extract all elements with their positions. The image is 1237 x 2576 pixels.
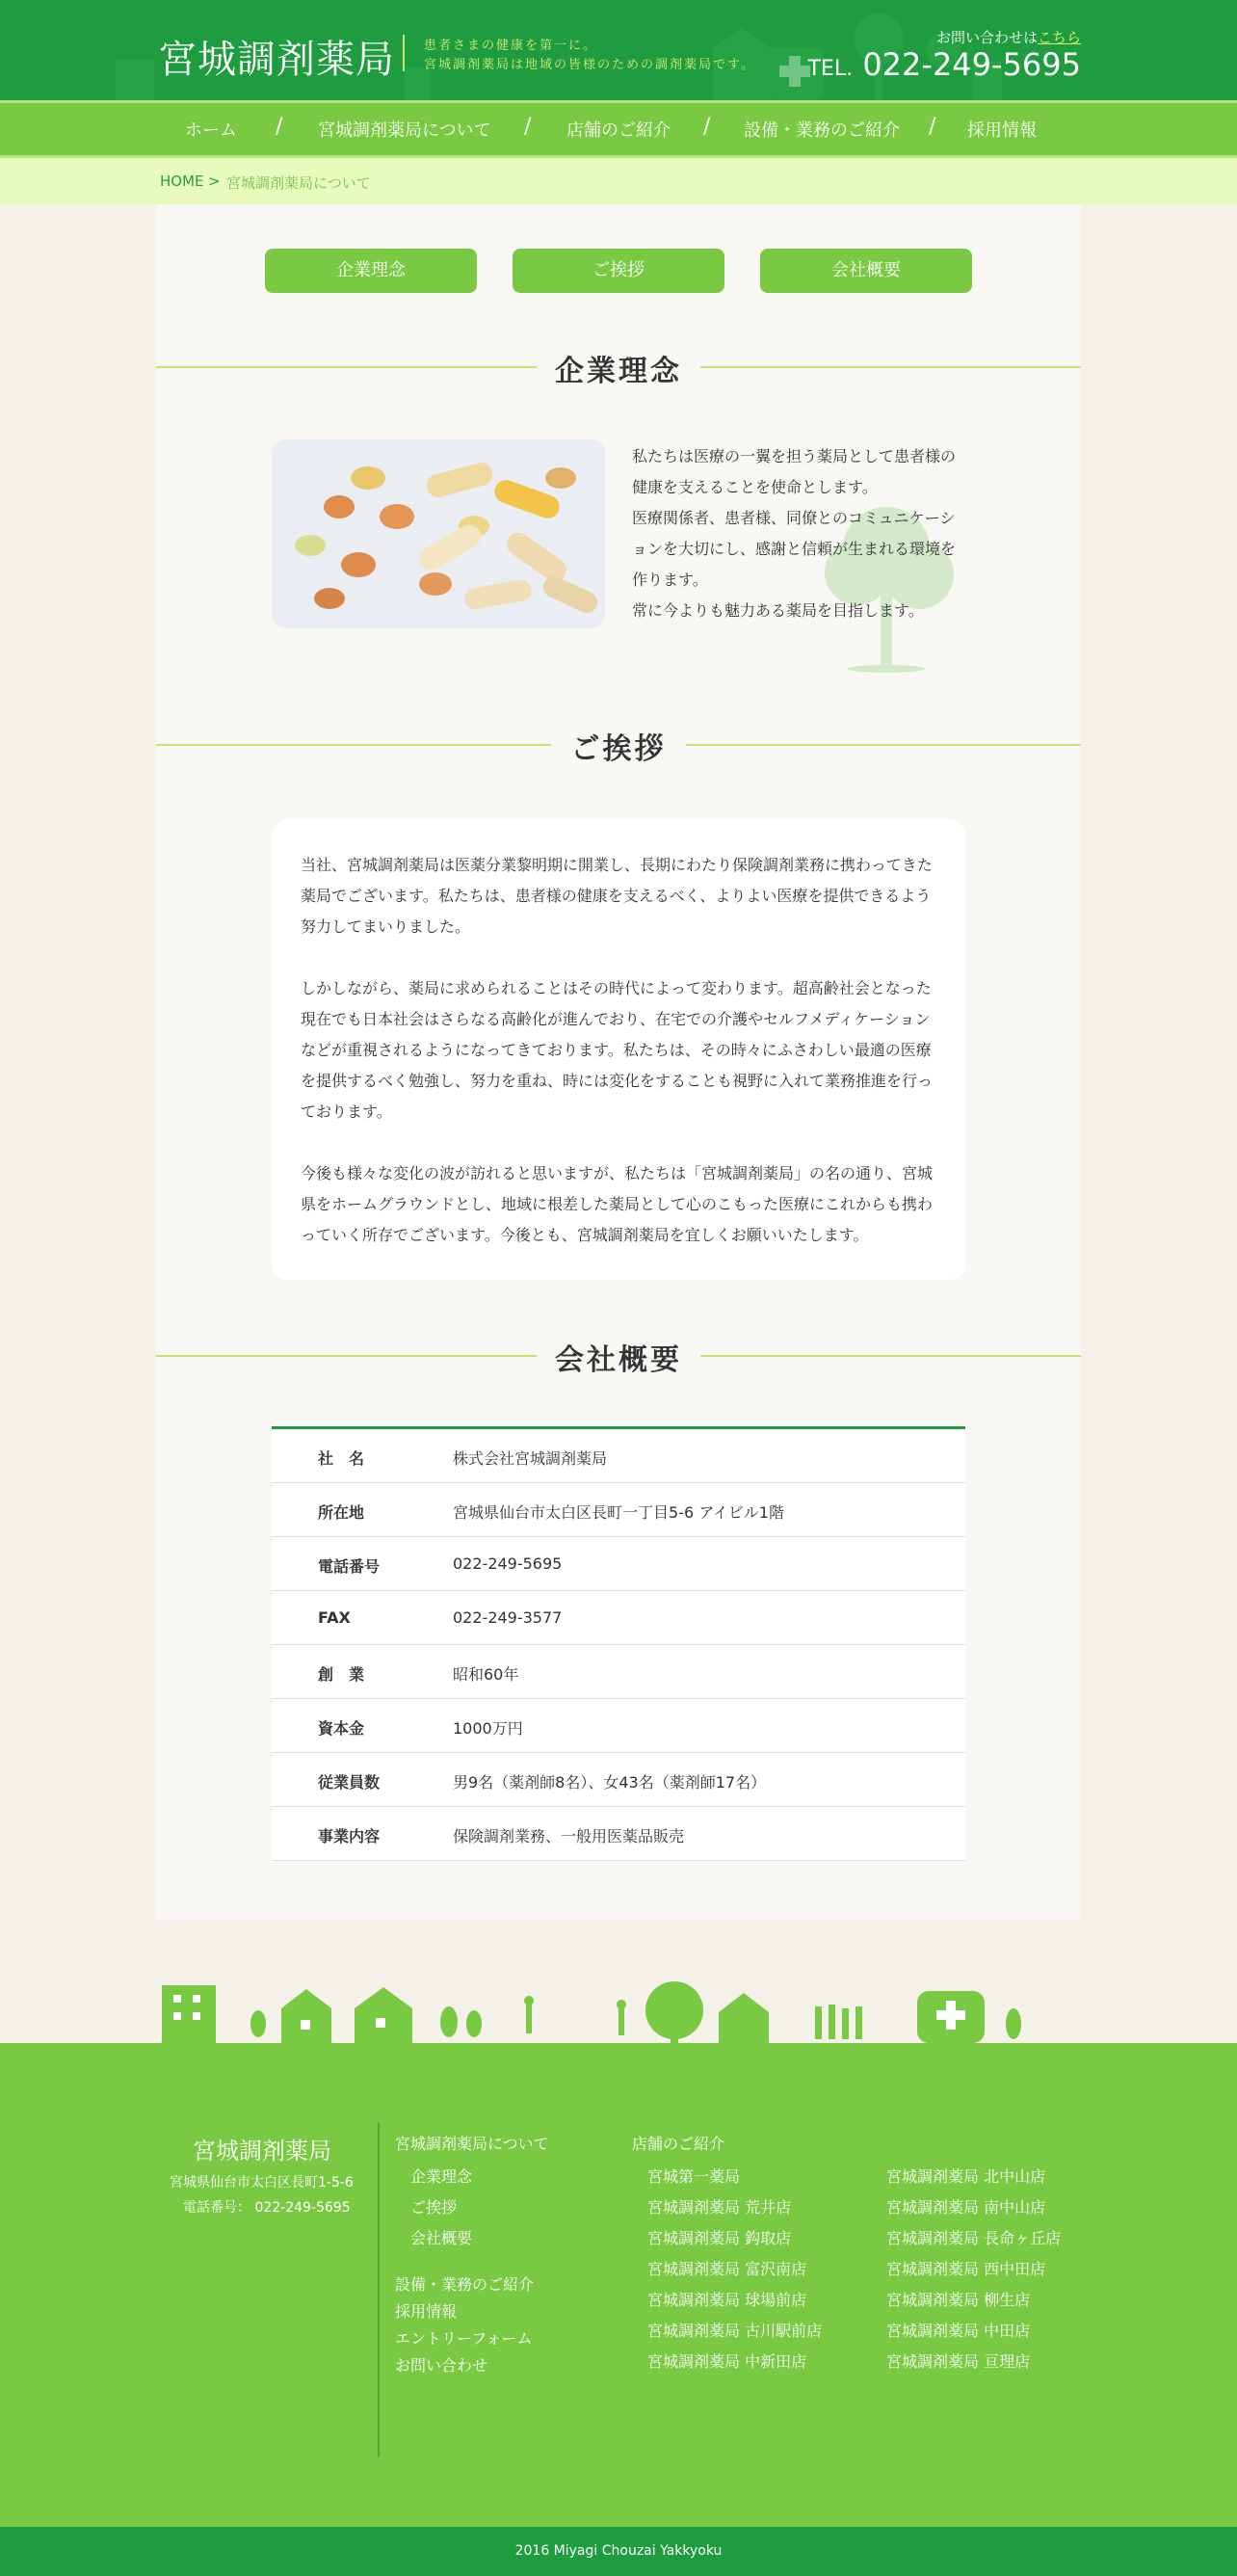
greeting-line: 当社、宮城調剤薬局は医薬分業黎明期に開業し、長期にわたり保険調剤業務に携わってきた [301, 856, 933, 874]
table-row [272, 1807, 965, 1861]
row-key: 従業員数 [318, 1773, 381, 1792]
medicine-pills-image [272, 439, 605, 628]
footer-link-facilities[interactable]: 設備・業務のご紹介 [395, 2275, 535, 2294]
greeting-paragraph [301, 1158, 936, 1251]
row-value: 保険調剤業務、一般用医薬品販売 [453, 1827, 685, 1846]
pills-illustration [272, 439, 605, 628]
row-key: 所在地 [318, 1503, 365, 1522]
row-key: 資本金 [318, 1719, 365, 1738]
contact-label-text: お問い合わせは [935, 29, 1038, 46]
footer-address: 宮城県仙台市太白区長町1-5-6 [170, 2175, 354, 2191]
philosophy-line: 健康を支えることを使命とします。 [632, 478, 878, 496]
section-title: ご挨拶 [570, 732, 667, 766]
footer-store-link[interactable]: 宮城調剤薬局 富沢南店 [647, 2260, 807, 2278]
nav-separator: / [703, 115, 711, 139]
row-value: 宮城県仙台市太白区長町一丁目5-6 アイビル1階 [453, 1503, 784, 1522]
site-tagline [424, 37, 755, 75]
greeting-line: 努力してまいりました。 [301, 917, 471, 936]
section-title: 企業理念 [555, 355, 682, 388]
greeting-line: 薬局でございます。私たちは、患者様の健康を支えるべく、よりよい医療を提供できるよう [301, 887, 932, 905]
footer-tel: 電話番号： 022-249-5695 [183, 2200, 351, 2216]
footer-divider [378, 2122, 380, 2457]
footer-company-name: 宮城調剤薬局 [193, 2138, 331, 2164]
row-key: 電話番号 [318, 1557, 381, 1576]
philosophy-line: ョンを大切にし、感謝と信頼が生まれる環境を [632, 540, 957, 558]
header-phone [808, 46, 1081, 83]
nav-separator: / [276, 115, 283, 139]
table-row [272, 1537, 965, 1591]
nav-item-facilities[interactable] [744, 117, 900, 142]
nav-separator: / [929, 115, 936, 139]
nav-item-stores[interactable] [566, 117, 671, 142]
breadcrumb [0, 158, 1237, 204]
greeting-line: 今後も様々な変化の波が訪れると思いますが、私たちは「宮城調剤薬局」の名の通り、宮城 [301, 1164, 934, 1182]
table-row [272, 1591, 965, 1645]
tab-label: ご挨拶 [592, 260, 645, 280]
site-footer [0, 2043, 1237, 2527]
logo-divider [403, 35, 405, 71]
footer-store-link[interactable]: 宮城第一薬局 [647, 2167, 741, 2186]
philosophy-line: 私たちは医療の一翼を担う薬局として患者様の [632, 447, 957, 465]
contact-link[interactable]: こちら [1037, 29, 1081, 46]
tab-philosophy[interactable] [265, 249, 477, 293]
footer-store-link[interactable]: 宮城調剤薬局 北中山店 [886, 2167, 1046, 2186]
row-value: 022-249-5695 [453, 1554, 563, 1573]
breadcrumb-separator: > [208, 173, 221, 190]
tel-prefix: TEL. [807, 57, 854, 81]
philosophy-line: 常に今よりも魅力ある薬局を目指します。 [632, 601, 924, 620]
footer-link-entry-form[interactable]: エントリーフォーム [395, 2329, 533, 2348]
footer-store-link[interactable]: 宮城調剤薬局 中新田店 [647, 2352, 807, 2371]
nav-item-label: ホーム [185, 120, 237, 141]
table-row [272, 1483, 965, 1537]
greeting-line: ております。 [301, 1102, 392, 1121]
copyright: 2016 Miyagi Chouzai Yakkyoku [0, 2527, 1237, 2576]
tab-greeting[interactable] [513, 249, 724, 293]
tab-company[interactable] [760, 249, 972, 293]
footer-store-link[interactable]: 宮城調剤薬局 柳生店 [886, 2291, 1031, 2309]
footer-store-link[interactable]: 宮城調剤薬局 荒井店 [647, 2198, 792, 2217]
philosophy-section-heading [0, 347, 1237, 388]
company-info-table [272, 1426, 965, 1861]
row-key: 創 業 [318, 1665, 365, 1684]
table-row [272, 1645, 965, 1699]
footer-store-link[interactable]: 宮城調剤薬局 亘理店 [886, 2352, 1031, 2371]
row-value: 1000万円 [453, 1719, 523, 1738]
footer-link-stores[interactable]: 店舗のご紹介 [632, 2135, 725, 2153]
site-header [0, 0, 1237, 100]
table-row [272, 1753, 965, 1807]
footer-link-contact[interactable]: お問い合わせ [395, 2356, 488, 2375]
row-key: 社 名 [318, 1449, 365, 1468]
footer-store-link[interactable]: 宮城調剤薬局 古川駅前店 [647, 2322, 823, 2340]
row-value: 株式会社宮城調剤薬局 [453, 1449, 608, 1468]
greeting-line: 現在でも日本社会はさらなる高齢化が進んでおり、在宅での介護やセルフメディケーション [301, 1010, 931, 1028]
town-silhouette-illustration [0, 1966, 1237, 2043]
footer-store-link[interactable]: 宮城調剤薬局 中田店 [886, 2322, 1031, 2340]
row-value: 022-249-3577 [453, 1608, 563, 1627]
greeting-line: っていく所存でございます。今後とも、宮城調剤薬局を宜しくお願いいたします。 [301, 1226, 869, 1244]
footer-link-company[interactable]: 会社概要 [410, 2229, 473, 2247]
footer-store-link[interactable]: 宮城調剤薬局 球場前店 [647, 2291, 807, 2309]
breadcrumb-current: 宮城調剤薬局について [226, 174, 371, 192]
site-logo[interactable]: 宮城調剤薬局 [158, 38, 395, 82]
footer-link-greeting[interactable]: ご挨拶 [410, 2198, 458, 2217]
breadcrumb-home-link[interactable]: HOME [160, 173, 204, 190]
row-key: 事業内容 [318, 1827, 381, 1846]
philosophy-text [632, 441, 960, 626]
tagline-line-2: 宮城調剤薬局は地域の皆様のための調剤薬局です。 [424, 58, 755, 72]
nav-item-home[interactable] [185, 117, 237, 142]
contact-label [936, 27, 1081, 47]
row-value: 昭和60年 [453, 1665, 519, 1684]
table-row [272, 1699, 965, 1753]
nav-item-label: 店舗のご紹介 [566, 120, 671, 141]
greeting-paragraph [301, 850, 936, 943]
footer-store-link[interactable]: 宮城調剤薬局 鈎取店 [647, 2229, 792, 2247]
greeting-line: を提供するべく勉強し、努力を重ね、時には変化をすることも視野に入れて業務推進を行っ [301, 1072, 934, 1090]
company-section-heading [0, 1336, 1237, 1377]
footer-link-about[interactable]: 宮城調剤薬局について [395, 2135, 549, 2153]
tel-number: 022-249-5695 [862, 46, 1081, 83]
tagline-line-1: 患者さまの健康を第一に。 [424, 39, 598, 53]
footer-store-link[interactable]: 宮城調剤薬局 南中山店 [886, 2198, 1046, 2217]
footer-store-link[interactable]: 宮城調剤薬局 長命ヶ丘店 [886, 2229, 1062, 2247]
philosophy-line: 医療関係者、患者様、同僚とのコミュニケーシ [632, 509, 956, 527]
row-key: FAX [318, 1608, 351, 1627]
tab-label: 会社概要 [831, 260, 901, 280]
philosophy-line: 作ります。 [632, 571, 708, 589]
global-nav [0, 100, 1237, 158]
greeting-paragraph [301, 973, 936, 1128]
footer-link-recruit[interactable]: 採用情報 [395, 2302, 458, 2321]
greeting-line: などが重視されるようになってきております。私たちは、その時々にふさわしい最適の医療 [301, 1041, 932, 1059]
table-row [272, 1429, 965, 1483]
greeting-section-heading [0, 725, 1237, 766]
nav-item-about[interactable] [318, 117, 491, 142]
footer-store-link[interactable]: 宮城調剤薬局 西中田店 [886, 2260, 1046, 2278]
greeting-line: 県をホームグラウンドとし、地域に根差した薬局として心のこもった医療にこれからも携わ [301, 1195, 934, 1213]
nav-item-label: 採用情報 [967, 120, 1037, 141]
footer-link-philosophy[interactable]: 企業理念 [410, 2167, 473, 2186]
row-value: 男9名（薬剤師8名）、女43名（薬剤師17名） [453, 1773, 767, 1792]
nav-item-recruit[interactable] [967, 117, 1037, 142]
greeting-card [272, 819, 965, 1280]
tab-label: 企業理念 [336, 260, 406, 280]
greeting-line: しかしながら、薬局に求められることはその時代によって変わります。超高齢社会となった [301, 979, 932, 997]
nav-item-label: 設備・業務のご紹介 [744, 120, 900, 141]
nav-separator: / [524, 115, 532, 139]
section-title: 会社概要 [555, 1343, 682, 1377]
nav-item-label: 宮城調剤薬局について [318, 120, 491, 141]
